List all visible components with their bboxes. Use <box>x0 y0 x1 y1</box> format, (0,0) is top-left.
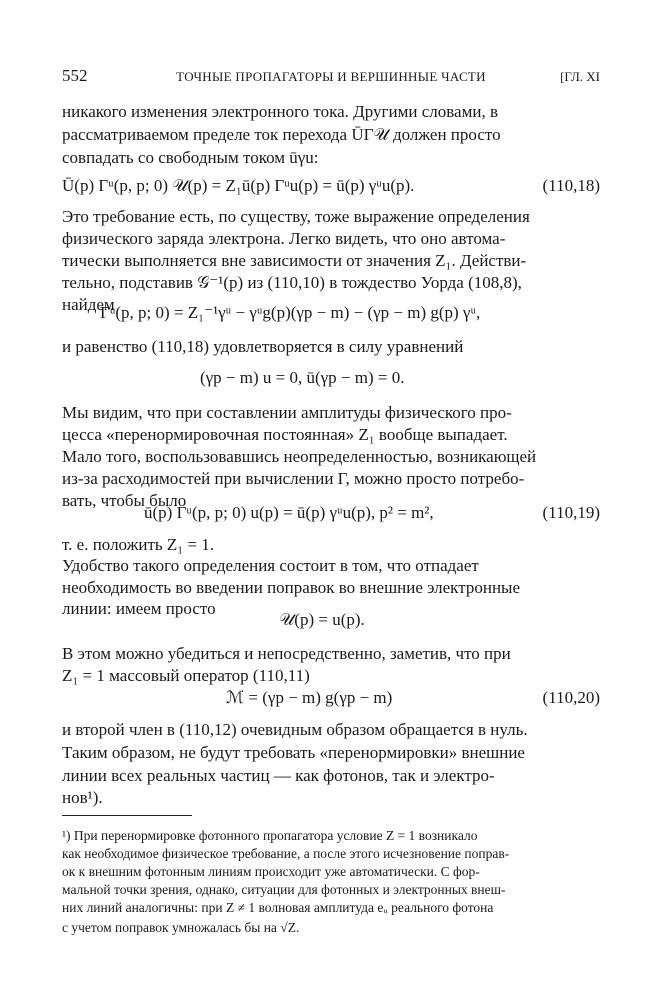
text-line: т. е. положить Z₁ = 1. <box>62 535 215 554</box>
equation-ward: Γᵘ(p, p; 0) = Z₁⁻¹γᵘ − γᵘg(p)(γp − m) − (γp − m) g(p) γᵘ, <box>100 303 481 322</box>
equation-110-19: ū(p) Γᵘ(p, p; 0) u(p) = ū(p) γᵘu(p), p² = m², <box>144 503 434 522</box>
page-header <box>62 66 600 90</box>
text-line: цесса «перенормировочная постоянная» Z₁ вообще выпадает. <box>62 425 508 444</box>
page-number: 552 <box>62 66 88 85</box>
text-line: найдем <box>62 295 115 314</box>
footnote-line: ок к внешним фотонным линиям происходит уже автоматически. С фор- <box>62 864 480 879</box>
text-line: рассматриваемом пределе ток перехода ŪΓ𝒰 должен просто <box>62 125 501 144</box>
equation-dirac: (γp − m) u = 0, ū(γp − m) = 0. <box>200 368 405 387</box>
footnote-line: как необходимое физическое требование, а после этого исчезновение поправ- <box>62 846 510 861</box>
text-line: необходимость во введении поправок во внешние электронные <box>62 578 521 597</box>
text-line: совпадать со свободным током ūγu: <box>62 148 319 167</box>
footnote-line: мальной точки зрения, однако, ситуации для фотонных и электронных внеш- <box>62 882 506 897</box>
text-line: Таким образом, не будут требовать «перенормировки» внешние <box>62 743 525 762</box>
text-line: Удобство такого определения состоит в том, что отпадает <box>62 556 479 575</box>
chapter-label: [ГЛ. XI <box>560 69 600 84</box>
text-line: линии всех реальных частиц — как фотонов, так и электро- <box>62 766 495 785</box>
text-line: и равенство (110,18) удовлетворяется в силу уравнений <box>62 337 464 356</box>
text-line: нов¹). <box>62 788 103 807</box>
text-line: вать, чтобы было <box>62 491 187 510</box>
equation-110-18: Ū(p) Γᵘ(p, p; 0) 𝒰(p) = Z₁ū(p) Γᵘu(p) = ū(p) γᵘu(p). <box>62 176 415 195</box>
equation-number: (110,18) <box>542 176 600 195</box>
text-line: Мы видим, что при составлении амплитуды физического про- <box>62 403 512 422</box>
equation-110-20: ℳ = (γp − m) g(γp − m) <box>226 688 393 707</box>
footnote-line: ¹) При перенормировке фотонного пропагатора условие Z = 1 возникало <box>62 828 478 843</box>
running-title: ТОЧНЫЕ ПРОПАГАТОРЫ И ВЕРШИННЫЕ ЧАСТИ <box>176 69 486 84</box>
text-line: из-за расходимостей при вычислении Γ, можно просто потребо- <box>62 469 525 488</box>
text-line: тельно, подставив 𝒢⁻¹(p) из (110,10) в тождество Уорда (108,8), <box>62 273 522 292</box>
footnote-line: них линий аналогичны: при Z ≠ 1 волновая амплитуда eᵤ реального фотона <box>62 900 494 915</box>
equation-number: (110,19) <box>542 503 600 522</box>
text-line: физического заряда электрона. Легко видеть, что оно автома- <box>62 229 506 248</box>
text-line: Мало того, воспользовавшись неопределенностью, возникающей <box>62 447 537 466</box>
text-line: Это требование есть, по существу, тоже выражение определения <box>62 207 530 226</box>
footnote-line: с учетом поправок умножалась бы на √Z. <box>62 920 300 935</box>
text-line: никакого изменения электронного тока. Другими словами, в <box>62 102 498 121</box>
text-line: В этом можно убедиться и непосредственно, заметив, что при <box>62 644 511 663</box>
equation-spinor: 𝒰(p) = u(p). <box>279 610 365 629</box>
equation-number: (110,20) <box>542 688 600 707</box>
text-line: тически выполняется вне зависимости от значения Z₁. Действи- <box>62 251 527 270</box>
text-line: линии: имеем просто <box>62 599 216 618</box>
text-line: и второй член в (110,12) очевидным образом обращается в нуль. <box>62 720 528 739</box>
text-line: Z₁ = 1 массовый оператор (110,11) <box>62 666 310 685</box>
footnote-separator <box>62 815 192 816</box>
